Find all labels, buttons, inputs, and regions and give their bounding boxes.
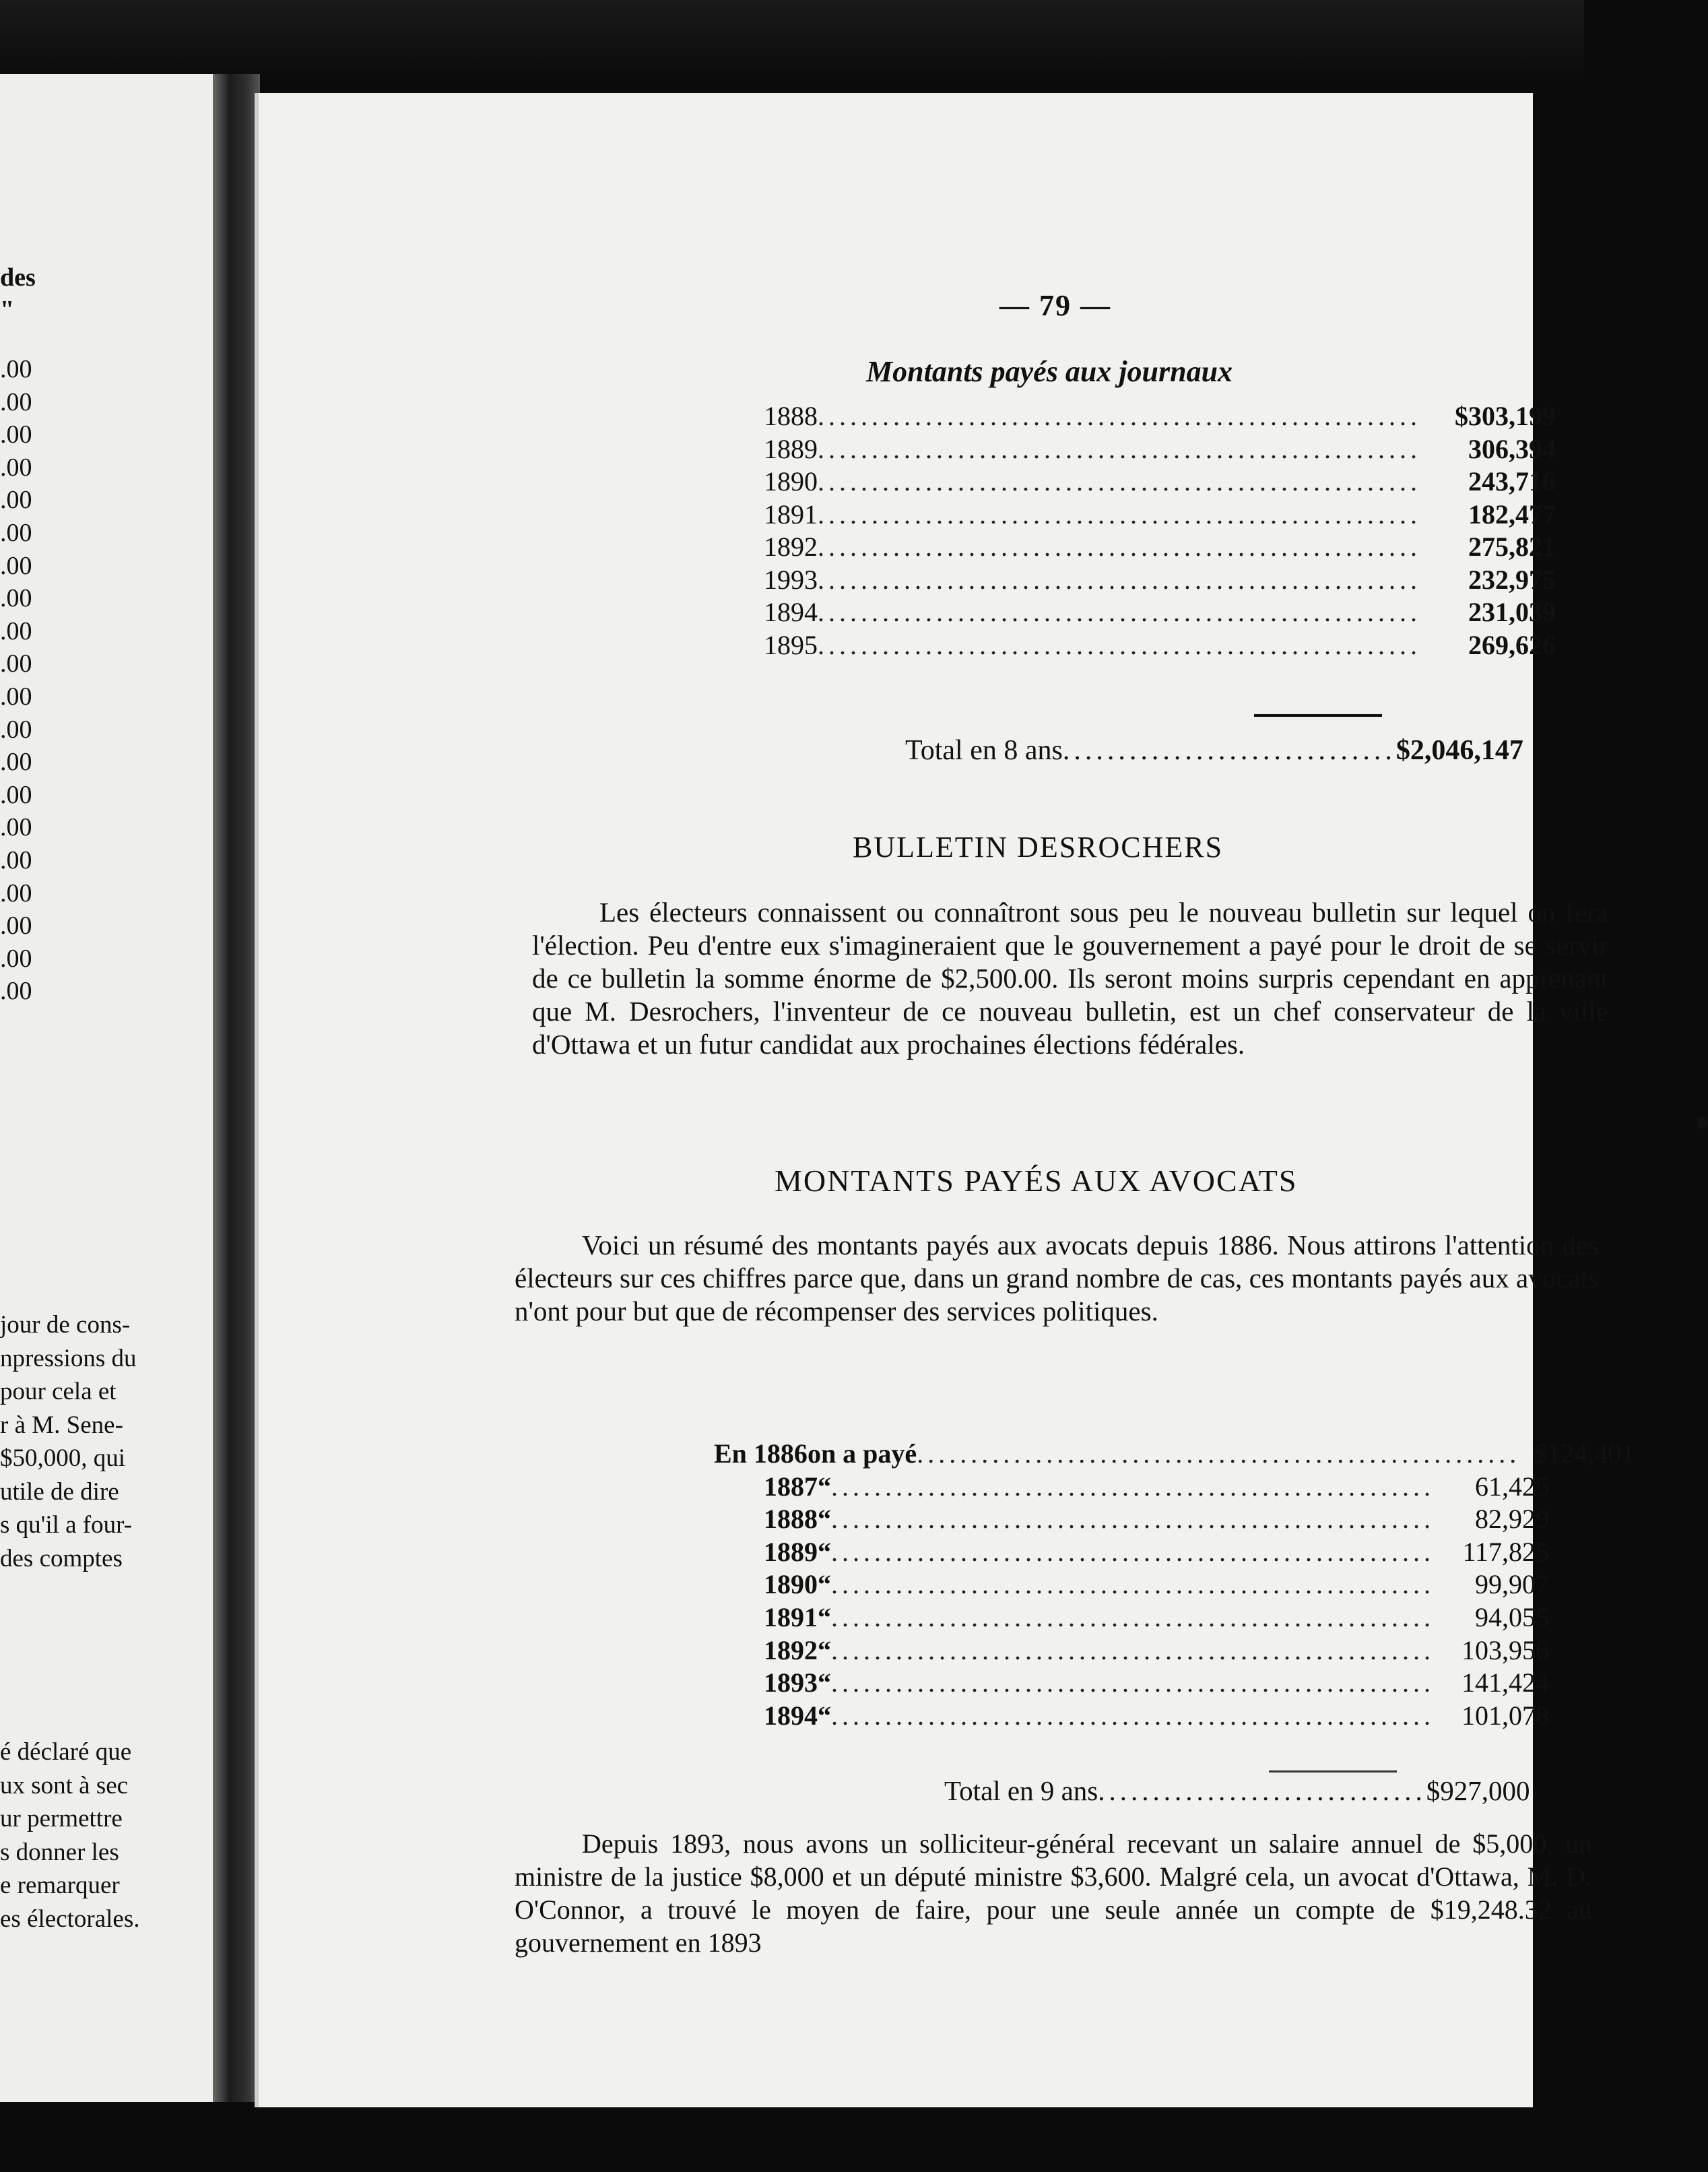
journaux-year: 1894 xyxy=(764,597,818,627)
avocats-text: Voici un résumé des montants payés aux avocats depuis 1886. Nous attirons l'attention des électeurs sur ces chiffres parce que, dans un grand nombre de cas, ces montants payés aux avocats n'ont pour but que de récompenser des services politiques. xyxy=(515,1229,1599,1327)
page-number: — 79 — xyxy=(999,289,1111,322)
left-amount: .00 xyxy=(0,977,32,1006)
left-heading-line: " xyxy=(0,296,15,324)
avocats-row xyxy=(764,1601,1549,1634)
ink-spot xyxy=(1697,1117,1708,1129)
leader-dots: ........................................................ xyxy=(818,433,1421,464)
journaux-year: 1891 xyxy=(764,499,818,530)
journaux-row xyxy=(764,400,1556,433)
avocats-ditto-mark: “ xyxy=(818,1536,831,1567)
bulletin-paragraph xyxy=(532,896,1608,1061)
avocats-year: 1890 xyxy=(764,1569,818,1600)
left-amount: .00 xyxy=(0,845,32,874)
left-amount: .00 xyxy=(0,518,32,547)
journaux-amount: 306,394 xyxy=(1468,433,1556,464)
journaux-total-rule xyxy=(1254,714,1382,717)
left-amount: .00 xyxy=(0,879,32,907)
left-text-fragment-2 xyxy=(0,1735,140,1936)
left-amount: .00 xyxy=(0,551,32,580)
left-amount: .00 xyxy=(0,387,32,416)
avocats-total-amount: $927,000 xyxy=(1426,1775,1530,1806)
main-page xyxy=(255,93,1635,2107)
journaux-year: 1888 xyxy=(764,401,818,431)
journaux-subtitle: Montants payés aux journaux xyxy=(866,355,1233,388)
avocats-amount: 103,956 xyxy=(1461,1634,1549,1665)
left-amount: .00 xyxy=(0,649,32,678)
journaux-row xyxy=(764,433,1556,466)
leader-dots: ........................................................ xyxy=(818,466,1421,497)
leader-dots: ........................................................ xyxy=(818,629,1421,660)
journaux-year: 1895 xyxy=(764,629,818,660)
depuis-text: Depuis 1893, nous avons un solliciteur-général recevant un salaire annuel de $5,000, un ministre de la justice $8,000 et un député ministre $3,600. Malgré cela, un avocat d'Ottawa, M. D. O'Connor, a trouvé le moyen de faire, pour une seule année un compte de $19,248.32 au gouvernement en 1893 xyxy=(515,1828,1592,1958)
avocats-amount: 141,424 xyxy=(1461,1667,1549,1698)
left-text-line: es électorales. xyxy=(0,1905,140,1933)
journaux-row xyxy=(764,564,1556,596)
journaux-year: 1993 xyxy=(764,564,818,595)
journaux-row xyxy=(764,499,1556,531)
avocats-amount: 101,078 xyxy=(1461,1700,1549,1731)
left-heading-line: des xyxy=(0,263,36,292)
left-amount: .00 xyxy=(0,453,32,482)
left-amount: .00 xyxy=(0,355,32,383)
leader-dots: ........................................................ xyxy=(917,1438,1521,1469)
left-text-line: s donner les xyxy=(0,1838,119,1866)
avocats-year: 1894 xyxy=(764,1700,818,1731)
journaux-amount: 182,477 xyxy=(1468,499,1556,530)
left-amount: .00 xyxy=(0,616,32,645)
depuis-paragraph xyxy=(515,1827,1592,1959)
leader-dots: ........................................................ xyxy=(831,1667,1435,1698)
bulletin-text: Les électeurs connaissent ou connaîtront sous peu le nouveau bulletin sur lequel on fera l'élection. Peu d'entre eux s'imagineraient que le gouvernement a payé pour le droit de se servir de ce bulletin la somme énorme de $2,500.00. Ils seront moins surpris cependant en apprenant que M. Desrochers, l'inventeur de ce nouveau bulletin, est un chef conservateur de la ville d'Ottawa et un futur candidat aux prochaines élections fédérales. xyxy=(532,897,1608,1060)
left-text-line: ux sont à sec xyxy=(0,1771,129,1799)
avocats-row xyxy=(764,1503,1549,1535)
journaux-amount: 231,039 xyxy=(1468,597,1556,627)
avocats-ditto-mark: “ xyxy=(818,1700,831,1731)
leader-dots: ........................................................ xyxy=(831,1634,1435,1665)
avocats-amount: 99,907 xyxy=(1475,1569,1549,1600)
journaux-row xyxy=(764,629,1556,662)
avocats-year: 1891 xyxy=(764,1602,818,1632)
avocats-row xyxy=(714,1438,1635,1470)
left-text-line: s qu'il a four- xyxy=(0,1511,133,1539)
journaux-row xyxy=(764,466,1556,498)
left-text-line: e remarquer xyxy=(0,1872,120,1899)
avocats-year: 1889 xyxy=(764,1536,818,1567)
left-text-line: ur permettre xyxy=(0,1805,123,1832)
avocats-row xyxy=(764,1667,1549,1699)
journaux-total-row xyxy=(905,734,1523,767)
left-text-line: pour cela et xyxy=(0,1378,117,1405)
avocats-row xyxy=(764,1568,1549,1601)
left-text-line: $50,000, qui xyxy=(0,1444,126,1472)
journaux-amount: 275,821 xyxy=(1468,532,1556,562)
avocats-amount: 117,825 xyxy=(1462,1536,1549,1567)
left-text-line: des comptes xyxy=(0,1544,123,1572)
leader-dots: ........................................................ xyxy=(831,1700,1435,1731)
avocats-total-rule xyxy=(1269,1770,1397,1772)
leader-dots: ........................................................ xyxy=(818,499,1421,530)
journaux-amount: $303,199 xyxy=(1455,401,1556,431)
avocats-ditto-mark: “ xyxy=(818,1569,831,1600)
journaux-row xyxy=(764,531,1556,563)
leader-dots: ........................................................ xyxy=(818,401,1421,431)
leader-dots: ........................................................ xyxy=(831,1536,1435,1567)
avocats-ditto-mark: on a payé xyxy=(807,1438,917,1469)
journaux-year: 1889 xyxy=(764,433,818,464)
avocats-row xyxy=(764,1700,1549,1732)
avocats-amount: 94,055 xyxy=(1475,1602,1549,1632)
left-amount: .00 xyxy=(0,715,32,744)
left-amount: .00 xyxy=(0,944,32,973)
leader-dots: ........................................................ xyxy=(831,1569,1435,1600)
leader-dots: ........................................................ xyxy=(831,1504,1435,1535)
journaux-row xyxy=(764,596,1556,629)
journaux-amount: 232,975 xyxy=(1468,564,1556,595)
left-text-line: é déclaré que xyxy=(0,1738,132,1766)
avocats-year: 1893 xyxy=(764,1667,818,1698)
leader-dots: ........................................................ xyxy=(818,597,1421,627)
avocats-year: 1887 xyxy=(764,1471,818,1502)
left-amount: .00 xyxy=(0,813,32,842)
leader-dots: ........................................................ xyxy=(831,1602,1435,1632)
journaux-year: 1892 xyxy=(764,532,818,562)
avocats-amount: 82,929 xyxy=(1475,1504,1549,1535)
avocats-year: En 1886 xyxy=(714,1438,808,1469)
journaux-total-amount: $2,046,147 xyxy=(1395,735,1523,766)
leader-dots: ........................................................ xyxy=(818,532,1421,562)
journaux-year: 1890 xyxy=(764,466,818,497)
avocats-row xyxy=(764,1536,1549,1568)
journaux-amount: 269,626 xyxy=(1468,629,1556,660)
left-amount: .00 xyxy=(0,780,32,809)
avocats-ditto-mark: “ xyxy=(818,1667,831,1698)
avocats-amount: $124,401 xyxy=(1534,1438,1635,1469)
avocats-year: 1892 xyxy=(764,1634,818,1665)
left-text-line: npressions du xyxy=(0,1344,137,1372)
avocats-ditto-mark: “ xyxy=(818,1634,831,1665)
avocats-ditto-mark: “ xyxy=(818,1602,831,1632)
left-amount: .00 xyxy=(0,584,32,613)
journaux-amount: 243,716 xyxy=(1468,466,1556,497)
leader-dots: ........................................................ xyxy=(831,1471,1435,1502)
book-spine xyxy=(213,74,260,2102)
avocats-total-row xyxy=(944,1775,1530,1807)
avocats-heading: MONTANTS PAYÉS AUX AVOCATS xyxy=(775,1163,1298,1198)
avocats-total-label: Total en 9 ans xyxy=(944,1775,1098,1806)
left-page-fragment xyxy=(0,74,222,2102)
left-amount: .00 xyxy=(0,748,32,777)
left-text-line: jour de cons- xyxy=(0,1311,131,1339)
avocats-year: 1888 xyxy=(764,1504,818,1535)
avocats-amount: 61,425 xyxy=(1475,1471,1549,1502)
left-amount: .00 xyxy=(0,682,32,711)
left-amount: .00 xyxy=(0,486,32,515)
scan-top-edge xyxy=(0,0,1584,74)
left-text-line: utile de dire xyxy=(0,1477,119,1506)
avocats-ditto-mark: “ xyxy=(818,1504,831,1535)
left-amount: .00 xyxy=(0,912,32,940)
left-column-heading xyxy=(0,261,36,326)
leader-dots: .............................. xyxy=(1062,735,1396,766)
leader-dots: .............................. xyxy=(1098,1775,1426,1806)
journaux-total-label: Total en 8 ans xyxy=(905,735,1063,766)
avocats-ditto-mark: “ xyxy=(818,1471,831,1502)
leader-dots: ........................................................ xyxy=(818,564,1421,595)
left-text-fragment-1 xyxy=(0,1308,136,1575)
avocats-row xyxy=(764,1634,1549,1667)
avocats-row xyxy=(764,1471,1549,1503)
left-text-line: r à M. Sene- xyxy=(0,1411,123,1439)
bulletin-heading: BULLETIN DESROCHERS xyxy=(853,831,1224,864)
left-amount: .00 xyxy=(0,420,32,449)
avocats-paragraph xyxy=(515,1229,1599,1328)
left-amount-column xyxy=(0,353,32,1008)
